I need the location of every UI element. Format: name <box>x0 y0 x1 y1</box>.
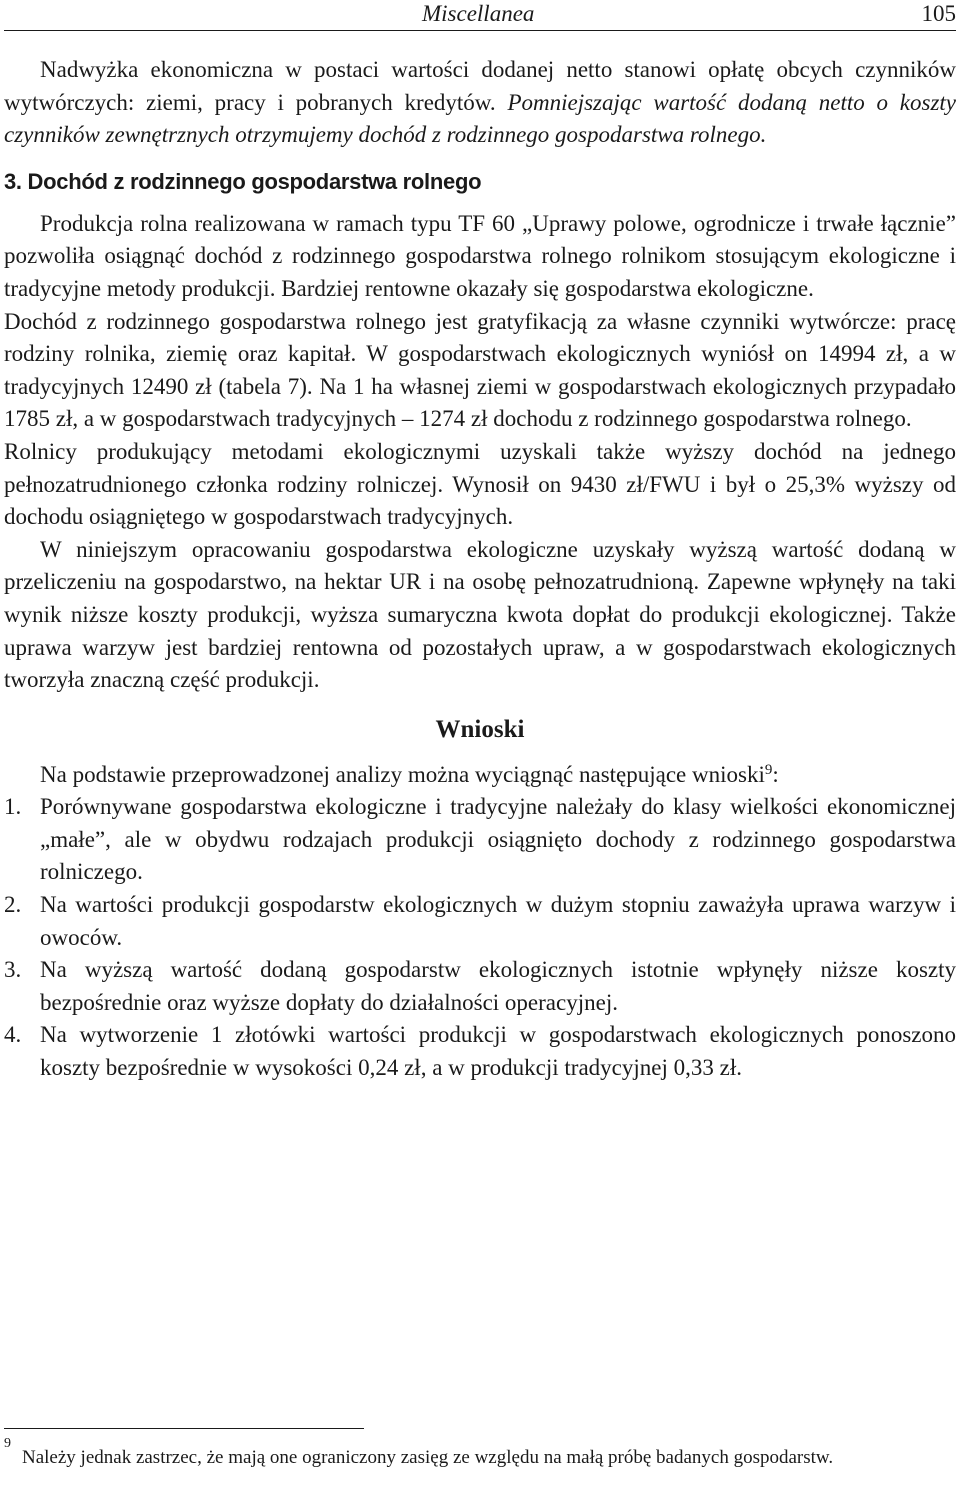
list-item-text: Porównywane gospodarstwa ekologiczne i tradycyjne należały do klasy wielkości ekonomicznej „małe”, ale w obydwu rodzajach produkcji osiągnięto dochody z rodzinnego gospodarstwa rolniczego. <box>40 794 956 885</box>
section-3-paragraph-2: Dochód z rodzinnego gospodarstwa rolnego jest gratyfikacją za własne czynniki wytwórcze: pracę rodziny rolnika, ziemię oraz kapitał. W gospodarstwach ekologicznych wyniósł on 14994 zł, a w tradycyjnych 12490 zł (tabela 7). Na 1 ha własnej ziemi w gospodarstwach ekologicznych przypadało 1785 zł, a w gospodarstwach tradycyjnych – 1274 zł dochodu z rodzinnego gospodarstwa rolnego. <box>4 308 956 432</box>
section-3-paragraph-4: W niniejszym opracowaniu gospodarstwa ekologiczne uzyskały wyższą wartość dodaną w przeliczeniu na gospodarstwo, na hektar UR i na osobę pełnozatrudnioną. Zapewne wpłynęły na taki wynik niższe koszty produkcji, wyższa sumaryczna kwota dopłat do produkcji ekologicznej. Także uprawa warzyw jest bardziej rentowna od pozostałych upraw, a w gospodarstwach ekologicznych tworzyła znaczną część produkcji. <box>4 536 956 693</box>
section-3-paragraph-3: Rolnicy produkujący metodami ekologicznymi uzyskali także wyższy dochód na jednego pełnozatrudnionego członka rodziny rolniczej. Wynosił on 9430 zł/FWU i był o 25,3% wyższy od dochodu osiągniętego w gospodarstwach tradycyjnych. <box>4 438 956 530</box>
list-item-text: Na wytworzenie 1 złotówki wartości produkcji w gospodarstwach ekologicznych ponoszono koszty bezpośrednie w wysokości 0,24 zł, a w produkcji tradycyjnej 0,33 zł. <box>40 1022 956 1081</box>
list-item-number: 2. <box>4 892 22 918</box>
list-item <box>4 954 956 1019</box>
footnote <box>4 1434 956 1472</box>
conclusions-intro <box>4 759 956 792</box>
section-3-paragraph-1: Produkcja rolna realizowana w ramach typu TF 60 „Uprawy polowe, ogrodnicze i trwałe łącznie” pozwoliła osiągnąć dochód z rodzinnego gospodarstwa rolnego rolnikom stosującym ekologiczne i tradycyjne metody produkcji. Bardziej rentowne okazały się gospodarstwa ekologiczne. <box>4 210 956 301</box>
page-body <box>4 54 956 1085</box>
list-item <box>4 889 956 954</box>
conclusions-list <box>4 791 956 1084</box>
conclusions-heading: Wnioski <box>435 715 525 743</box>
footnote-divider <box>4 1428 364 1429</box>
header-section-title: Miscellanea <box>422 1 535 26</box>
intro-paragraph <box>4 54 956 152</box>
intro-sentence-1: Nadwyżka ekonomiczna w postaci wartości dodanej netto stanowi opłatę obcych czynników wytwórczych: ziemi, pracy i pobranych kredytów. <box>4 57 956 115</box>
list-item <box>4 791 956 889</box>
conclusions-intro-end: : <box>772 761 779 787</box>
list-item <box>4 1019 956 1084</box>
list-item-text: Na wartości produkcji gospodarstw ekologicznych w dużym stopniu zaważyła uprawa warzyw i owoców. <box>40 892 956 950</box>
section-3-heading: 3. Dochód z rodzinnego gospodarstwa rolnego <box>4 168 482 194</box>
conclusions-intro-text: Na podstawie przeprowadzonej analizy można wyciągnąć następujące wnioski <box>40 761 765 787</box>
page-number: 105 <box>921 1 956 26</box>
intro-sentence-2-italic: Pomniejszając wartość dodaną netto o koszty czynników zewnętrznych otrzymujemy dochód z rodzinnego gospodarstwa rolnego. <box>4 89 957 148</box>
list-item-text: Na wyższą wartość dodaną gospodarstw ekologicznych istotnie wpłynęły niższe koszty bezpośrednie oraz wyższe dopłaty do działalności operacyjnej. <box>40 957 956 1015</box>
running-header <box>4 0 956 31</box>
footnote-reference[interactable]: 9 <box>764 761 773 778</box>
footnote-mark: 9 <box>4 1436 11 1451</box>
footnote-text: Należy jednak zastrzec, że mają one ograniczony zasięg ze względu na małą próbę badanych gospodarstw. <box>22 1447 834 1468</box>
list-item-number: 1. <box>4 794 22 820</box>
list-item-number: 3. <box>4 957 22 983</box>
list-item-number: 4. <box>4 1022 22 1048</box>
